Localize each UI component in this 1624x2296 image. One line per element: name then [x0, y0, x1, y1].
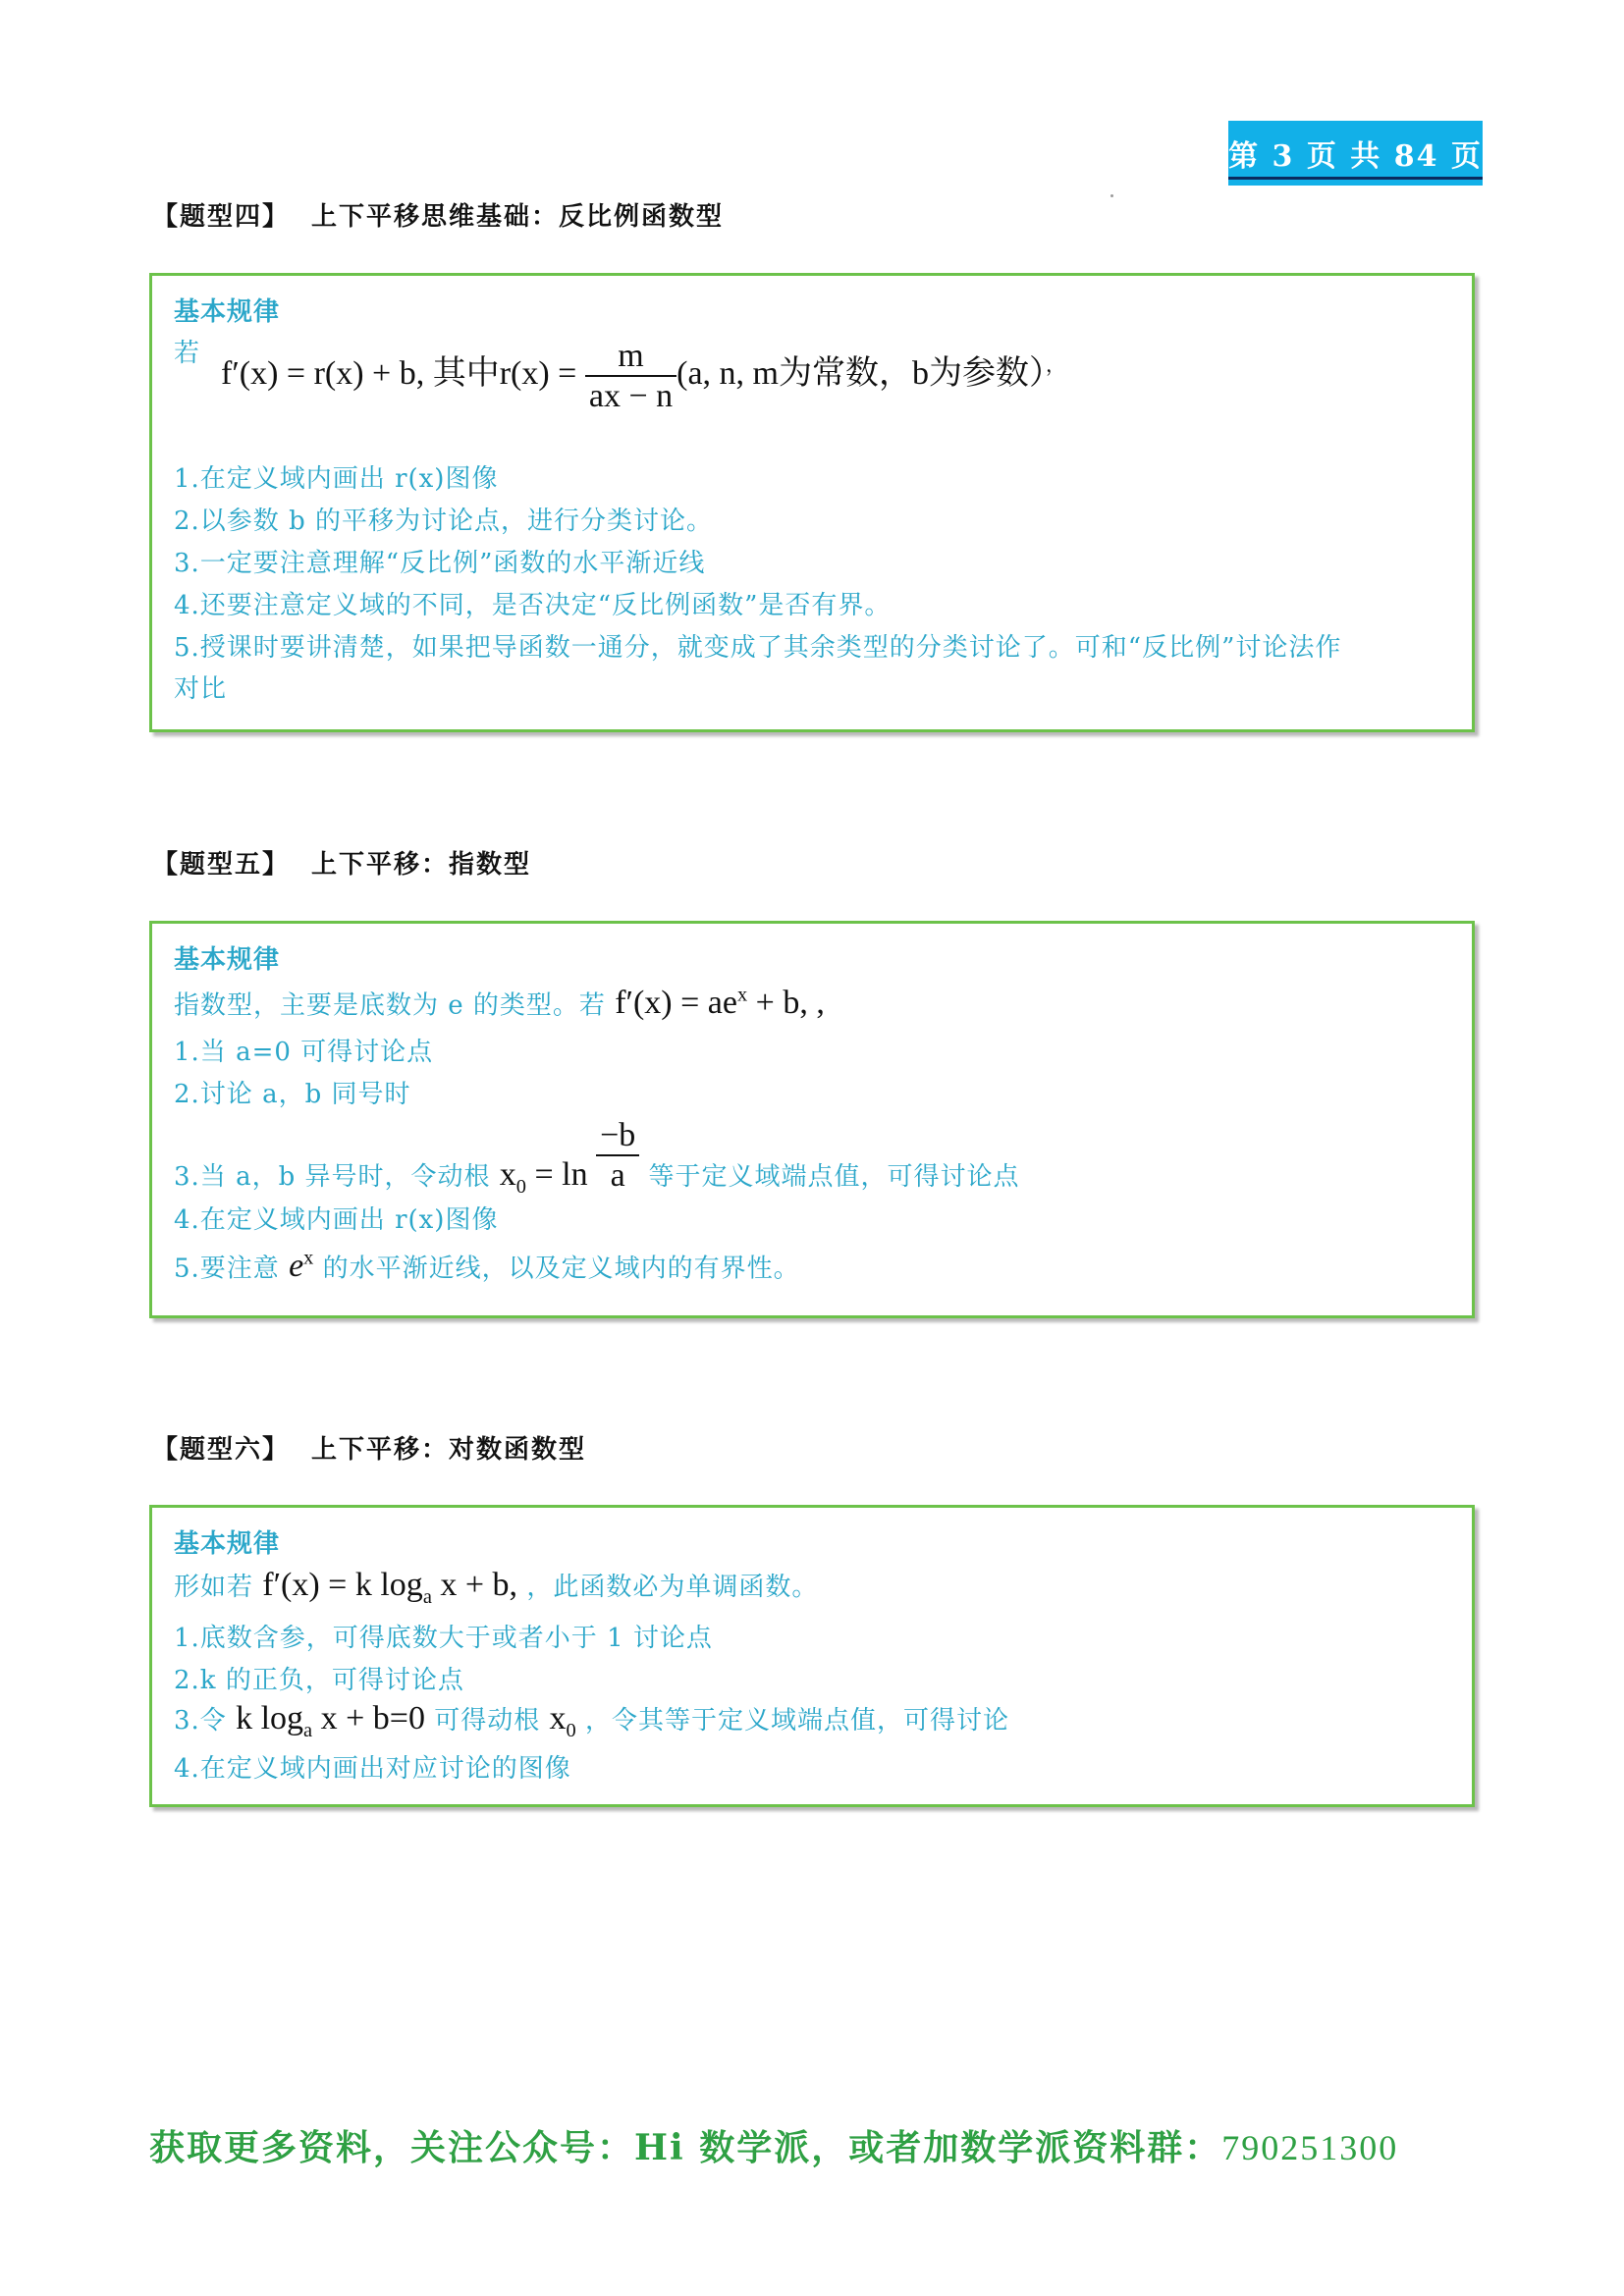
formula-params: (a, n, m为常数，b为参数）	[677, 354, 1046, 392]
box-title: 基本规律	[174, 297, 281, 327]
fraction	[596, 1116, 639, 1195]
rule-box-4	[149, 273, 1475, 732]
fraction-denominator: a	[610, 1157, 625, 1195]
list-item: 3.一定要注意理解“反比例”函数的水平渐近线	[174, 549, 706, 578]
formula-part: = ln	[534, 1155, 588, 1193]
fraction-numerator: −b	[596, 1116, 639, 1156]
formula-part: x + b=0	[320, 1700, 425, 1736]
item-text: 3.当 a，b 异号时，令动根	[174, 1161, 491, 1192]
fraction-denominator: ax − n	[588, 378, 674, 415]
list-item: 2.讨论 a，b 同号时	[174, 1080, 411, 1109]
section-tag: 【题型五】	[152, 850, 291, 880]
formula-sub: 0	[515, 1175, 526, 1198]
formula-part: f′(x) = k log	[262, 1567, 423, 1603]
section-title-4	[152, 196, 724, 233]
formula-sub: 0	[566, 1719, 576, 1741]
page-label: 第 3 页 共 84 页	[1228, 139, 1483, 174]
intro-text: 形如若	[174, 1573, 254, 1602]
item-3-line-6	[174, 1700, 1009, 1742]
list-item: 1.底数含参，可得底数大于或者小于 1 讨论点	[174, 1624, 713, 1653]
list-item: 对比	[174, 674, 228, 704]
list-item: 4.在定义域内画出对应讨论的图像	[174, 1754, 571, 1784]
formula-part: x + b,	[440, 1567, 518, 1603]
list-item: 2.k 的正负，可得讨论点	[174, 1666, 464, 1695]
footer-text: 获取更多资料，关注公众号：Hi 数学派，或者加数学派资料群：	[149, 2127, 1222, 2168]
root-symbol	[549, 1700, 576, 1741]
section-subtitle: 上下平移：指数型	[311, 850, 532, 880]
intro-line-5	[174, 985, 825, 1022]
stray-dot	[1110, 194, 1113, 197]
list-item: 5.授课时要讲清楚，如果把导函数一通分，就变成了其余类型的分类讨论了。可和“反比例”讨论法作	[174, 633, 1342, 663]
formula-part: f′(x) = ae	[615, 985, 737, 1022]
formula-sup: x	[303, 1248, 314, 1269]
formula-part: x	[499, 1155, 516, 1193]
formula-sub: a	[422, 1585, 432, 1608]
intro-text: 指数型，主要是底数为 e 的类型。若	[174, 990, 606, 1021]
item-text: 3.令	[174, 1706, 227, 1735]
formula-4	[221, 337, 1065, 415]
section-tag: 【题型六】	[152, 1435, 291, 1465]
formula-sup: x	[736, 985, 748, 1006]
item-3-line-5	[174, 1116, 1020, 1198]
formula-part: x	[549, 1700, 567, 1736]
list-item: 4.在定义域内画出 r(x)图像	[174, 1205, 499, 1235]
formula-comma: ，	[1046, 354, 1066, 377]
item-text: 的水平渐近线，以及定义域内的有界性。	[322, 1254, 800, 1284]
formula-main: f′(x) = r(x) + b, 其中r(x) =	[221, 354, 577, 392]
item-text: 可得动根	[434, 1706, 541, 1735]
log-formula	[236, 1700, 425, 1741]
rule-box-6	[149, 1505, 1475, 1807]
item-text: ，令其等于定义域端点值，可得讨论	[584, 1706, 1009, 1735]
item-text: 5.要注意	[174, 1254, 280, 1284]
item-text: 等于定义域端点值，可得讨论点	[648, 1161, 1020, 1192]
section-tag: 【题型四】	[152, 202, 291, 232]
root-formula	[499, 1117, 640, 1198]
section-subtitle: 上下平移：对数函数型	[311, 1435, 587, 1465]
section-subtitle: 上下平移思维基础：反比例函数型	[311, 202, 725, 232]
footer-promo	[149, 2120, 1398, 2170]
box-title: 基本规律	[174, 945, 281, 975]
list-item: 1.在定义域内画出 r(x)图像	[174, 464, 499, 494]
list-item: 2.以参数 b 的平移为讨论点，进行分类讨论。	[174, 507, 713, 536]
box-title: 基本规律	[174, 1529, 281, 1559]
intro-line-6	[174, 1567, 818, 1609]
intro-formula	[615, 985, 825, 1021]
section-title-6	[152, 1429, 586, 1466]
list-item: 4.还要注意定义域的不同，是否决定“反比例函数”是否有界。	[174, 591, 892, 620]
intro-formula	[262, 1567, 518, 1608]
section-title-5	[152, 844, 531, 881]
page-number-badge	[1228, 121, 1483, 186]
intro-suffix: ，此函数必为单调函数。	[526, 1573, 819, 1602]
formula-part: k log	[236, 1700, 304, 1736]
item-5-line-5	[174, 1248, 800, 1285]
exp-symbol	[289, 1248, 313, 1284]
list-item: 1.当 a=0 可得讨论点	[174, 1038, 434, 1067]
fraction-numerator: m	[585, 337, 677, 377]
rule-box-5	[149, 921, 1475, 1318]
fraction	[585, 337, 677, 415]
formula-base: e	[289, 1248, 304, 1285]
formula-part: + b, ,	[755, 985, 825, 1022]
footer-group-number: 790251300	[1221, 2128, 1399, 2167]
formula-sub: a	[303, 1719, 313, 1741]
ruo-label: 若	[174, 339, 201, 368]
